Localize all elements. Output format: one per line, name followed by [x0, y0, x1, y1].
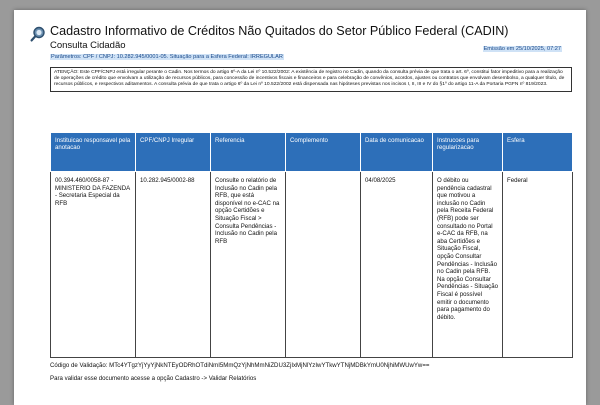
- table-row: [51, 172, 573, 358]
- page-subtitle: Consulta Cidadão: [50, 40, 126, 51]
- validation-code: Código de Validação: MTc4YTgzYjYyYjNkNTEyODRhOTdiNmI5MmQzYjNhMmNiZDU3ZjIxMjNlYzIwYTkwYTNjMDBkYmU0NjhiMWUwYw==: [50, 362, 430, 369]
- cell-complement: [286, 172, 361, 358]
- cell-cpf-cnpj: 10.282.945/0002-88: [136, 172, 211, 358]
- table-header-row: [51, 133, 573, 172]
- column-header-complement: Complemento: [286, 133, 361, 172]
- query-parameters: Parâmetros: CPF / CNPJ: 10.282.945/0001-05. Situação para a Esfera Federal: IRREGULAR: [51, 54, 283, 60]
- cell-instructions: O débito ou pendência cadastral que motivou a inclusão no Cadin pela Receita Federal (RFB) pode ser consultado no Portal e-CAC da RFB, na aba Certidões e Situação Fiscal, opção Consultar Pendências - Inclusão no Cadin pela RFB. Na opção Consultar Pendências - Situação Fiscal é possível emitir o documento para pagamento do débito.: [433, 172, 503, 358]
- column-header-instructions: Instrucoes para regularizacao: [433, 133, 503, 172]
- magnifier-logo-icon: [30, 26, 46, 42]
- column-header-date: Data de comunicacao: [361, 133, 433, 172]
- cell-institution: 00.394.460/0058-87 - MINISTERIO DA FAZENDA - Secretaria Especial da RFB: [51, 172, 136, 358]
- validation-hint: Para validar esse documento acesse a opção Cadastro -> Validar Relatórios: [50, 375, 257, 382]
- column-header-reference: Referencia: [211, 133, 286, 172]
- cell-reference: Consulte o relatório de Inclusão no Cadin pela RFB, que está disponível no e-CAC na opção Certidões e Situação Fiscal > Consulta Pendências - Inclusão no Cadin pela RFB: [211, 172, 286, 358]
- cell-date: 04/08/2025: [361, 172, 433, 358]
- cell-sphere: Federal: [503, 172, 573, 358]
- column-header-sphere: Esfera: [503, 133, 573, 172]
- emission-timestamp: Emissão em 25/10/2025, 07:27: [483, 46, 561, 52]
- document-page: [14, 10, 586, 405]
- attention-notice: ATENÇÃO: Este CPF/CNPJ está irregular perante o Cadin. Nos termos do artigo 6º-A da Lei nº 10.522/2002: A existência de registro no Cadin, quando da consulta prévia de que trata o art. 6º, constitui fator impeditivo para a realização de operações de crédito que envolvam a utilização de recursos públicos, para concessão de incentivos fiscais e financeiros e para celebração de convênios, acordos, ajustes ou contratos que envolvam desembolso, a qualquer título, de recursos públicos, e respectivos aditamentos. A consulta prévia de que trata o artigo 6º da Lei nº 10.522/2002 está dispensada nas hipóteses previstas nos incisos I, II, III e IV do §1º do artigo 11-A da Portaria PGFN nº 819/2023.: [50, 67, 572, 92]
- page-title: Cadastro Informativo de Créditos Não Quitados do Setor Público Federal (CADIN): [50, 24, 509, 38]
- column-header-cpf-cnpj: CPF/CNPJ Irregular: [136, 133, 211, 172]
- column-header-institution: Instituicao responsavel pela anotacao: [51, 133, 136, 172]
- cadin-records-table: [50, 132, 573, 358]
